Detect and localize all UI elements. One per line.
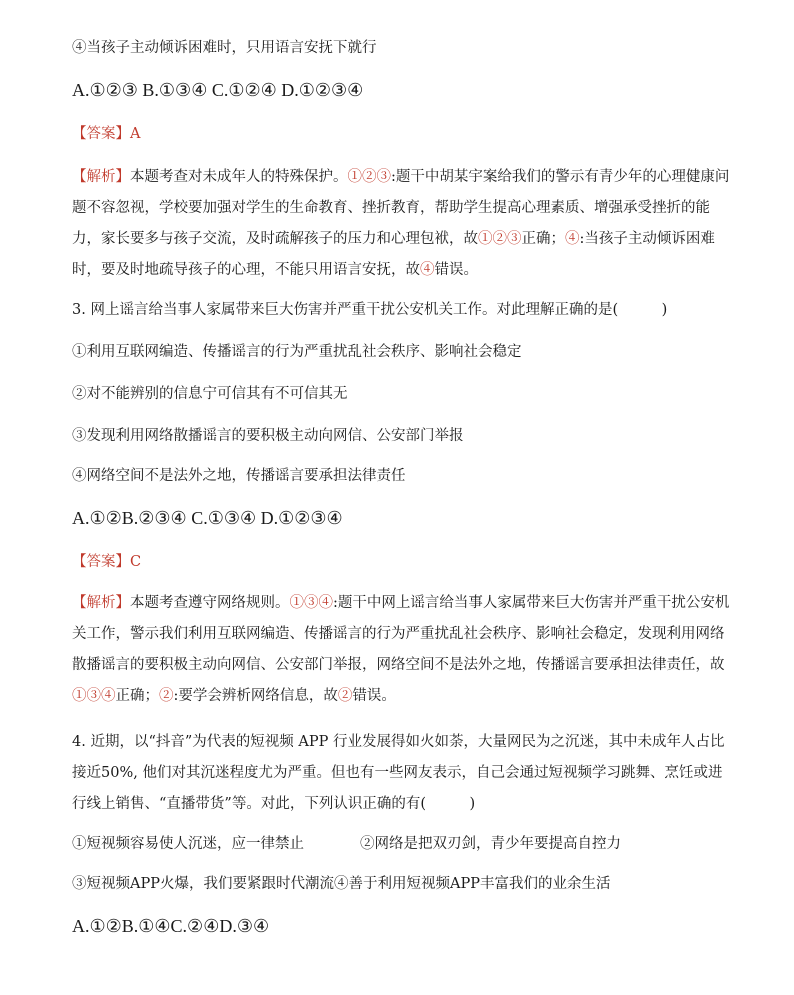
- q3-analysis-mark-2: ①③④: [72, 688, 116, 704]
- q2-item-4: ④当孩子主动倾诉困难时，只用语言安抚下就行: [72, 40, 377, 56]
- q3-item-1: ①利用互联网编造、传播谣言的行为严重扰乱社会秩序、影响社会稳定: [72, 344, 522, 360]
- q3-answer-tag: 【答案】: [72, 554, 130, 570]
- q2-analysis-text-3: 正确；: [521, 231, 565, 247]
- q4-item-row-1: [72, 834, 621, 854]
- q3-analysis-mark-1: ①③④: [289, 595, 333, 611]
- q3-analysis-text-4: :要学会辨析网络信息，故: [173, 688, 338, 704]
- q2-analysis-text-1: 本题考查对未成年人的特殊保护。: [130, 169, 348, 185]
- q3-stem: 3. 网上谣言给当事人家属带来巨大伤害并严重干扰公安机关工作。对此理解正确的是( ): [72, 302, 668, 318]
- q3-item-4: ④网络空间不是法外之地，传播谣言要承担法律责任: [72, 468, 406, 484]
- q3-options: A.①②B.②③④ C.①③④ D.①②③④: [72, 508, 343, 528]
- q2-analysis: [72, 162, 732, 286]
- q2-analysis-text-5: 错误。: [434, 262, 478, 278]
- q4-item-1: ①短视频容易使人沉迷，应一律禁止: [72, 836, 304, 852]
- q2-answer: [72, 124, 140, 144]
- q3-analysis-mark-4: ②: [337, 688, 353, 704]
- q3-answer-value: C: [130, 554, 142, 570]
- q2-analysis-tag: 【解析】: [72, 169, 130, 185]
- q3-analysis-text-1: 本题考查遵守网络规则。: [130, 595, 290, 611]
- q3-item-3: ③发现利用网络散播谣言的要积极主动向网信、公安部门举报: [72, 428, 464, 444]
- q4-options: A.①②B.①④C.②④D.③④: [72, 916, 270, 936]
- q3-analysis-mark-3: ②: [159, 688, 174, 704]
- q3-analysis-text-3: 正确；: [115, 688, 159, 704]
- q4-item-3: ③短视频APP火爆，我们要紧跟时代潮流: [72, 876, 334, 892]
- q2-answer-value: A: [130, 126, 141, 142]
- q3-item-2: ②对不能辨别的信息宁可信其有不可信其无: [72, 386, 348, 402]
- q2-analysis-mark-4: ④: [420, 262, 435, 278]
- q3-analysis-tag: 【解析】: [72, 595, 130, 611]
- q4-stem: 4. 近期，以“抖音”为代表的短视频 APP 行业发展得如火如荼，大量网民为之沉迷，其中未成年人占比接近50%, 他们对其沉迷程度尤为严重。但也有一些网友表示，自己会通过短视频学习跳舞、烹饪或进行线上销售、“直播带货”等。对此，下列认识正确的有( ): [72, 734, 725, 812]
- q3-analysis-text-5: 错误。: [352, 688, 396, 704]
- q4-item-row-2: [72, 874, 610, 894]
- q2-analysis-text-4: :当孩子主动倾诉困难时，要及时地疏导孩子的心理，不能只用语言安抚，故: [72, 231, 715, 278]
- q3-analysis: [72, 588, 732, 712]
- q4-item-4: ④善于利用短视频APP丰富我们的业余生活: [333, 876, 611, 892]
- q2-analysis-mark-2: ①②③: [478, 231, 522, 247]
- q4-item-2: ②网络是把双刃剑，青少年要提高自控力: [360, 836, 621, 852]
- q2-analysis-mark-1: ①②③: [347, 169, 391, 185]
- q2-analysis-mark-3: ④: [565, 231, 580, 247]
- q2-analysis-text-2: :题干中胡某宇案给我们的警示有青少年的心理健康问题不容忽视，学校要加强对学生的生命教育、挫折教育，帮助学生提高心理素质、增强承受挫折的能力，家长要多与孩子交流，及时疏解孩子的压力和心理包袱，故: [72, 169, 730, 247]
- q3-analysis-text-2: :题干中网上谣言给当事人家属带来巨大伤害并严重干扰公安机关工作，警示我们利用互联网编造、传播谣言的行为严重扰乱社会秩序、影响社会稳定，发现利用网络散播谣言的要积极主动向网信、公安部门举报，网络空间不是法外之地，传播谣言要承担法律责任，故: [72, 595, 730, 673]
- q2-options: A.①②③ B.①③④ C.①②④ D.①②③④: [72, 80, 364, 100]
- q3-answer: [72, 552, 141, 572]
- q2-answer-tag: 【答案】: [72, 126, 130, 142]
